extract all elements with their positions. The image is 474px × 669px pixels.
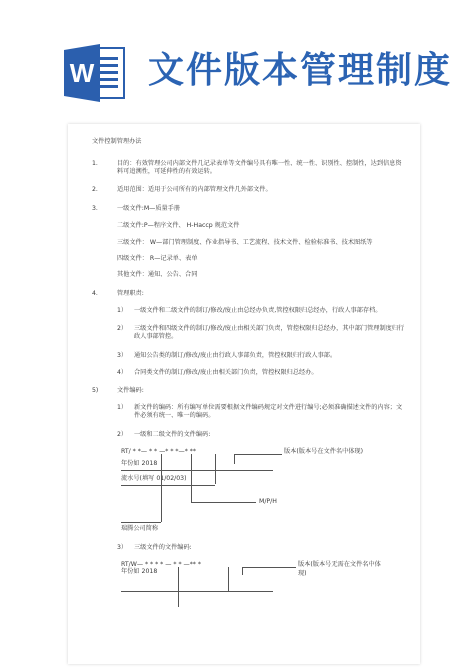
- connector-line: [234, 454, 235, 464]
- duty-item-text: 通知公告类的制订/修改/废止由行政人事部负责，管控权限归行政人事部。: [134, 352, 337, 359]
- duty-item-text: 三级文件和四级文件的制订/修改/废止由相关部门负责，管控权限归总经办，其中部门管理制度归行政人事部管控。: [134, 325, 405, 340]
- section-5-title: 文件编码:: [117, 387, 144, 394]
- level-4-docs: 四级文件： R—记录单、表单: [117, 255, 198, 262]
- section-3-number: 3.: [92, 205, 98, 212]
- code-version-label: 版本(版本号在文件名中体现): [284, 448, 364, 455]
- svg-text:W: W: [69, 58, 95, 88]
- coding-item-title: 三级文件的文件编码:: [134, 544, 192, 551]
- code-year-label: 年份如 2018: [121, 568, 158, 575]
- connector-line: [228, 567, 229, 591]
- banner-title: 文件版本管理制度: [148, 50, 453, 91]
- code-serial-label: 流水号(填写 01/02/03): [121, 475, 187, 482]
- connector-line: [121, 522, 161, 523]
- connector-line: [121, 470, 273, 471]
- banner: [0, 0, 474, 118]
- level-2-docs: 二级文件:P—程序文件、 H-Haccp 规范文件: [117, 222, 240, 229]
- coding-item-number: 2）: [117, 431, 128, 438]
- code-year-label: 年份如 2018: [121, 460, 158, 467]
- coding-item-text: 新文件的编码：所有编写单位需要根据文件编码规定对文件进行编号;必须准确描述文件的内容；文件必须有统一、唯一的编码。: [134, 404, 403, 419]
- duty-item-number: 4）: [117, 369, 128, 376]
- code-version-label-cont: 现): [298, 570, 307, 577]
- connector-line: [191, 502, 256, 503]
- document-page: [68, 124, 420, 664]
- coding-item-title: 一级和二级文件的文件编码:: [134, 431, 211, 438]
- coding-item-number: 1）: [117, 404, 128, 411]
- connector-line: [242, 567, 296, 568]
- code-company-label: 瑞腾公司简称: [121, 525, 159, 532]
- code-version-label: 版本(版本号无需在文件名中体: [298, 561, 381, 568]
- connector-line: [178, 567, 179, 607]
- section-4-title: 管理职责:: [117, 290, 144, 297]
- coding-item-number: 3）: [117, 544, 128, 551]
- section-2-number: 2.: [92, 186, 98, 193]
- connector-line: [121, 591, 273, 592]
- duty-item-text: 合同类文件的制订/修改/废止由相关部门负责，管控权限归总经办。: [134, 369, 318, 376]
- connector-line: [215, 454, 216, 484]
- duty-item-number: 2）: [117, 325, 128, 332]
- connector-line: [191, 454, 192, 502]
- duty-item-number: 3）: [117, 352, 128, 359]
- code-pattern: RT/W— * * * * — * * —** *: [121, 561, 201, 568]
- connector-line: [121, 485, 215, 486]
- doc-heading: 文件控制管理办法: [92, 138, 142, 145]
- section-1-text: 目的：有效管理公司内部文件几记录表单等文件编号具有唯一性、统一性、识别性、控制性，达到信息资料可追溯性，可延伸性的有效运转。: [117, 160, 402, 175]
- code-mph-label: M/P/H: [259, 498, 277, 505]
- section-4-number: 4.: [92, 290, 98, 297]
- word-icon: [62, 40, 128, 106]
- section-2-text: 适用范围：适用于公司所有的内部管理文件几外部文件。: [117, 186, 272, 193]
- code-pattern: RT/ * *— * * —* * *—* **: [121, 448, 196, 455]
- section-5-number: 5): [92, 387, 99, 394]
- duty-item-text: 一级文件和二级文件的制订/修改/废止由总经办负责,管控权限归总经办，行政人事部存档。: [134, 307, 382, 314]
- other-docs: 其他文件：通知、公告、合同: [117, 271, 198, 278]
- duty-item-number: 1）: [117, 307, 128, 314]
- level-1-docs: 一级文件:M—质量手册: [117, 205, 181, 212]
- connector-line: [161, 454, 162, 522]
- connector-line: [234, 454, 282, 455]
- level-3-docs: 三级文件： W—部门管理制度、作业指导书、工艺流程、技术文件、检验标准书、技术图纸等: [117, 239, 373, 246]
- section-1-number: 1.: [92, 160, 98, 167]
- connector-line: [242, 567, 243, 575]
